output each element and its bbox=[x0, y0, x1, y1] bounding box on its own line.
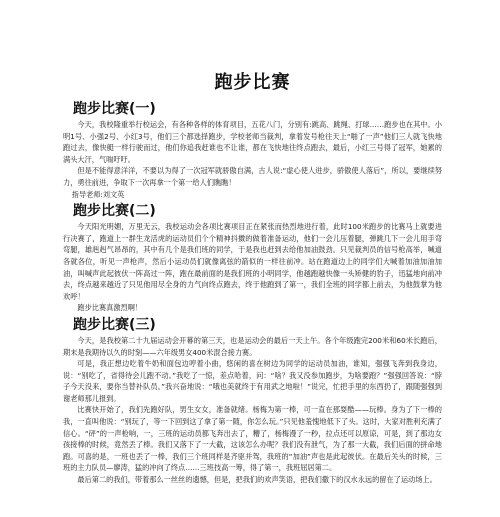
paragraph: 今天阳光明媚，万里无云，我校运动会各项比赛项目正在紧张而热烈地进行着，此时100米跑步的比赛马上就要进行决赛了，跑道上一群生龙活虎的运动员们个个精神抖擞的做着准备运动，他们一会儿压着腿，弹跳几下一会儿用手弯弯腿，雄赳赳气昂昂的，其中有几个是我们班的同学，于是我也赶到去给他加油鼓劲。只见裁判员的信号枪高举，喊道各就各位，听见一声枪声，然后小运动员们就像离弦的箭似的一样往前冲。站在跑道边上的同学们大喊着加油加油加油，叫喊声此起彼伏一阵高过一阵，跑在最前面的是我们班的小明同学，他越跑越快像一头矫健的豹子，迅猛地向前冲去，终点越来越近了只见他用尽全身的力气向终点跑去，终于他跑到了第一，我们全班的同学都上前去，为他鼓掌为他欢呼！ bbox=[63, 222, 442, 301]
author-line: 指导老师:刘文英 bbox=[71, 189, 125, 199]
paragraph: 最后第二的我们，带着那么一丝丝的遗憾，但是，把我们的欢声笑语，把我们撒下的汉水永远的留在了运动场上。 bbox=[77, 475, 437, 485]
section-1 bbox=[63, 100, 442, 200]
paragraph: 今天，是我校第二十九届运动会开幕的第三天，也是运动会的最后一天上午。各个年级跑完200米和60米长跑后，期末是我期待以久的时刻——六年级男女400米混合接力赛。 bbox=[63, 335, 442, 357]
document-title: 跑步比赛 bbox=[214, 72, 291, 93]
section-heading: 跑步比赛(二) bbox=[73, 203, 156, 220]
paragraph: 可是，我正想边吃着牛奶和面包边哼着小曲，悠闲的喜在树边为同学的运动员加油，谁知，强强飞奔到我身边，说：“别吃了，省得待会儿跑不动。”我吃了一惊，差点哈着，问：“啥？我又没参加跑步，为啥要跑？”强强回答说：“脖子今天没来，要你当替补队员。”我兴奋地说：“哦也美就终于有用武之地啦！”说完，忙把手里的东西扔了，跟随强强到谢老师那儿报到。 bbox=[63, 359, 442, 403]
section-heading: 跑步比赛(三) bbox=[73, 316, 156, 333]
section-heading: 跑步比赛(一) bbox=[73, 101, 156, 117]
paragraph: 跑步比赛真激烈啊！ bbox=[77, 303, 143, 313]
section-2 bbox=[63, 202, 442, 314]
paragraph: 比赛快开始了，我们先跑好队，男生女女，准备就绪。杨梅为第一棒，可一直在那耍酷——玩棒。身为了下一棒的我，一直叫他说：“别玩了，等一下回到这了拿了第一随，你怎么玩。”只见他羞愧地低下了头。这时，大家对胜利充满了信心。“砰”的一声枪响，一，三班的运动员都飞奔出去了，糟了，杨梅漫了一秒，拉点还可以原谅，可是，到了那边女孩接棒的时候，竟然丢了棒。我们又落下了一大截，这该怎么办呢？我们没有泄气，为了那一大截，我们后面的拼命地跑。可喜的是，一班也丢了一棒，我们三个班同样是齐驱并驾，我班的“加油”声也是此起彼伏。在最后关头的时候，三班的主力队员—廖涛，猛的冲向了终点……三班技高一筹，得了第一，我班屈居第二。 bbox=[63, 405, 442, 473]
section-3 bbox=[63, 316, 442, 486]
paragraph: 但是不能得意洋洋，不要以为得了一次冠军就骄傲自满，古人说:“虚心使人进步，骄傲使人落后”，所以，要继续努力，勇往前进，争取下一次再拿一个第一给人们瞧瞧！ bbox=[63, 166, 442, 187]
paragraph: 今天，我校隆重举行校运会，有各种各样的体育项目，五花八门，分别有:跳高、跳绳、打球……跑步也在其中。小明1号、小强2号、小红3号，他们三个都选择跑步，学校老师当裁判，拿着发号枪往天上“啪了一声”他们三人就飞快地跑过去，像快艇一样行驶而过，他们你追我赶谁也不让谁，都在飞快地往终点跑去，最后，小红三号得了冠军，她累的满头大汗，气喘吁吁。 bbox=[63, 120, 442, 164]
